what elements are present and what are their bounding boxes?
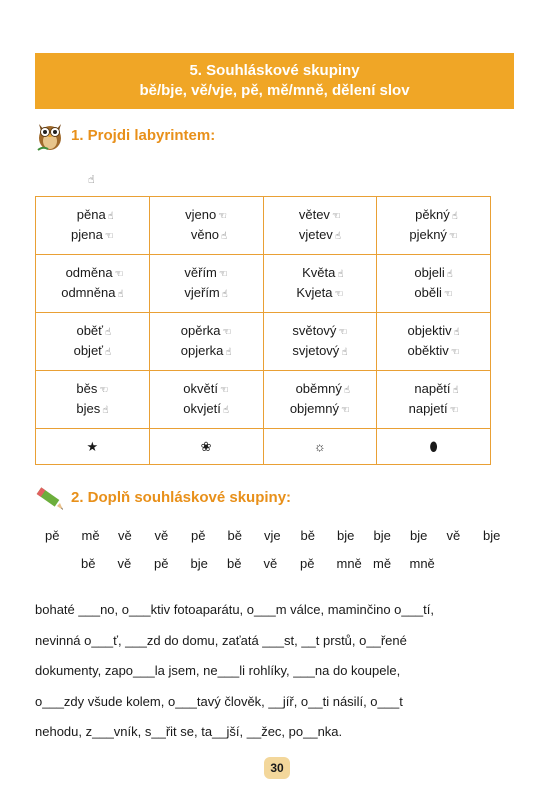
word-option — [184, 284, 227, 304]
text-line-1: bohaté ___no, o___ktiv fotoaparátu, o___m válce, maminčino o___tí, — [35, 602, 434, 617]
pointing-hand-icon: ☜ — [448, 230, 458, 242]
chapter-title: 5. Souhláskové skupiny — [189, 62, 360, 79]
word-option — [292, 322, 347, 342]
fill-in-text — [35, 595, 515, 748]
word-option — [409, 206, 458, 226]
word-pair — [74, 322, 112, 362]
pointing-hand-icon: ☝ — [451, 210, 458, 222]
labyrinth-cell — [377, 255, 491, 313]
word-option — [292, 342, 347, 362]
pointing-hand-icon: ☝ — [334, 230, 341, 242]
word-pair — [185, 206, 227, 246]
word-text: Květa — [302, 264, 336, 280]
pointing-hand-icon: ☜ — [338, 326, 348, 338]
word-text: objemný — [289, 400, 339, 416]
word-text: věřím — [184, 264, 217, 280]
syllable: pě — [154, 556, 169, 571]
syllable: bje — [373, 528, 391, 543]
labyrinth-cell — [149, 197, 263, 255]
pointing-hand-icon: ☝ — [341, 346, 348, 358]
pointing-hand-icon: ☜ — [218, 210, 228, 222]
symbol-cell: ❀ — [149, 429, 263, 465]
word-option — [74, 342, 112, 362]
word-text: objektiv — [407, 322, 452, 338]
word-option — [290, 380, 350, 400]
labyrinth-row — [36, 255, 491, 313]
pointing-hand-icon: ☜ — [340, 404, 350, 416]
pointing-hand-icon: ☜ — [443, 288, 453, 300]
syllable-row-1 — [45, 528, 520, 543]
word-pair — [292, 322, 347, 362]
syllable: bě — [227, 528, 242, 543]
pointing-hand-icon: ☜ — [218, 268, 228, 280]
word-option — [296, 264, 343, 284]
syllable: vě — [118, 528, 132, 543]
word-option — [76, 400, 108, 420]
text-line-2: nevinná o___ť, ___zd do domu, zaťatá ___st, __t prstů, o__řené — [35, 632, 407, 648]
pointing-hand-icon: ☜ — [99, 384, 109, 396]
labyrinth-cell — [149, 255, 263, 313]
syllable: bě — [81, 556, 96, 571]
syllable: vě — [263, 556, 278, 571]
labyrinth-cell — [36, 197, 150, 255]
labyrinth-cell — [36, 371, 150, 429]
word-pair — [181, 322, 232, 362]
pointing-hand-icon: ☝ — [222, 404, 229, 416]
pointing-hand-icon: ☝ — [105, 346, 112, 358]
word-option — [299, 206, 341, 226]
word-option — [414, 284, 452, 304]
word-text: věno — [190, 226, 220, 242]
word-pair — [299, 206, 341, 246]
word-pair — [414, 264, 452, 304]
word-pair — [296, 264, 343, 304]
syllable: vje — [264, 528, 281, 543]
word-pair — [76, 380, 108, 420]
syllable: vě — [117, 556, 132, 571]
word-option — [409, 226, 458, 246]
labyrinth-cell — [377, 371, 491, 429]
word-text: běs — [76, 380, 98, 396]
pointing-hand-icon: ☝ — [221, 288, 228, 300]
word-option — [409, 380, 459, 400]
exercise2-title: 2. Doplň souhláskové skupiny: — [71, 488, 292, 506]
pointing-hand-icon: ☝ — [343, 384, 350, 396]
word-option — [290, 400, 350, 420]
word-option — [61, 264, 123, 284]
word-option — [185, 226, 227, 246]
labyrinth-cell — [263, 371, 377, 429]
pointing-hand-icon: ☜ — [449, 404, 459, 416]
text-line-3: dokumenty, zapo___la jsem, ne___li rohlíky, ___na do koupele, — [35, 663, 401, 678]
word-text: oběktiv — [407, 342, 449, 358]
labyrinth-row — [36, 313, 491, 371]
word-text: napětí — [414, 380, 451, 396]
text-line-4: o___zdy všude kolem, o___tavý člověk, __jíř, o__ti násilí, o___t — [35, 693, 403, 709]
word-option — [414, 264, 452, 284]
word-option — [74, 322, 112, 342]
labyrinth-grid — [35, 196, 491, 465]
word-text: objeli — [414, 264, 445, 280]
pointing-hand-icon: ☝ — [117, 288, 124, 300]
word-text: opjerka — [180, 342, 224, 358]
word-text: odmněna — [61, 284, 116, 300]
symbol-cell: ☼ — [263, 429, 377, 465]
labyrinth-cell — [36, 313, 150, 371]
word-pair — [184, 264, 227, 304]
pointing-hand-icon: ☜ — [222, 326, 232, 338]
syllable: vě — [154, 528, 169, 543]
word-text: vjetev — [298, 226, 333, 242]
pointing-hand-icon: ☝ — [102, 404, 109, 416]
labyrinth-cell — [36, 255, 150, 313]
word-text: vjeno — [185, 206, 217, 222]
word-text: odměna — [65, 264, 113, 280]
labyrinth-cell — [377, 197, 491, 255]
labyrinth-cell — [263, 255, 377, 313]
pointing-hand-icon: ☜ — [450, 346, 460, 358]
word-option — [408, 342, 460, 362]
syllable: pě — [45, 528, 60, 543]
text-line-5: nehodu, z___vník, s__řit se, ta__jší, __žec, po__nka. — [35, 724, 343, 739]
word-pair — [71, 206, 114, 246]
syllable: bje — [410, 528, 428, 543]
word-option — [299, 226, 341, 246]
word-option — [184, 264, 227, 284]
chapter-banner — [35, 53, 514, 109]
word-text: okvětí — [183, 380, 218, 396]
labyrinth-row — [36, 197, 491, 255]
word-option — [409, 400, 459, 420]
pointing-hand-icon: ☝ — [446, 268, 453, 280]
syllable: bě — [227, 556, 242, 571]
word-text: světový — [292, 322, 337, 338]
word-pair — [409, 380, 459, 420]
pointing-hand-icon: ☝ — [337, 268, 344, 280]
owl-icon — [35, 118, 65, 152]
word-option — [183, 400, 229, 420]
word-option — [71, 226, 114, 246]
word-text: opěrka — [180, 322, 221, 338]
start-pointer-icon: ☝ — [88, 174, 95, 186]
word-text: oběmný — [295, 380, 342, 396]
word-option — [185, 206, 227, 226]
exercise2-heading — [35, 482, 291, 512]
word-text: svjetový — [292, 342, 340, 358]
word-text: pjekný — [409, 226, 447, 242]
word-text: napjetí — [408, 400, 448, 416]
pointing-hand-icon: ☝ — [225, 346, 232, 358]
word-option — [296, 284, 343, 304]
word-text: pěna — [76, 206, 106, 222]
pointing-hand-icon: ☝ — [105, 326, 112, 338]
word-text: pjena — [70, 226, 103, 242]
word-text: větev — [298, 206, 330, 222]
pointing-hand-icon: ☜ — [331, 210, 341, 222]
symbol-cell: ⬮ — [377, 429, 491, 465]
word-option — [61, 284, 123, 304]
pointing-hand-icon: ☝ — [452, 384, 459, 396]
labyrinth-cell — [263, 197, 377, 255]
syllable: bje — [190, 556, 208, 571]
pointing-hand-icon: ☜ — [104, 230, 114, 242]
chapter-subtitle: bě/bje, vě/vje, pě, mě/mně, dělení slov — [139, 82, 410, 99]
word-option — [71, 206, 114, 226]
word-option — [181, 342, 232, 362]
word-option — [408, 322, 460, 342]
syllable: mě — [81, 528, 100, 543]
syllable: bje — [337, 528, 355, 543]
word-text: pěkný — [415, 206, 450, 222]
syllable: bje — [483, 528, 501, 543]
labyrinth-row — [36, 371, 491, 429]
symbol-row — [36, 429, 491, 465]
syllable-row-2 — [81, 556, 446, 571]
pointing-hand-icon: ☜ — [219, 384, 229, 396]
exercise1-heading — [35, 118, 215, 152]
word-text: oběli — [414, 284, 442, 300]
pointing-hand-icon: ☝ — [221, 230, 228, 242]
word-pair — [61, 264, 123, 304]
pointing-hand-icon: ☝ — [107, 210, 114, 222]
syllable: pě — [300, 556, 315, 571]
word-option — [181, 322, 232, 342]
word-text: objeť — [73, 342, 104, 358]
exercise1-title: 1. Projdi labyrintem: — [71, 126, 216, 144]
word-pair — [409, 206, 458, 246]
word-text: vjeřím — [184, 284, 220, 300]
labyrinth-cell — [263, 313, 377, 371]
word-pair — [408, 322, 460, 362]
word-text: bjes — [76, 400, 101, 416]
syllable: mě — [373, 556, 392, 571]
syllable: pě — [191, 528, 206, 543]
pointing-hand-icon: ☜ — [334, 288, 344, 300]
syllable: bě — [300, 528, 315, 543]
symbol-cell: ★ — [36, 429, 150, 465]
page-number: 30 — [264, 757, 290, 779]
word-pair — [290, 380, 350, 420]
word-pair — [183, 380, 229, 420]
labyrinth-cell — [149, 313, 263, 371]
word-text: Kvjeta — [296, 284, 333, 300]
pencil-icon — [35, 482, 65, 512]
word-text: okvjetí — [183, 400, 221, 416]
word-text: oběť — [76, 322, 104, 338]
syllable: mně — [409, 556, 435, 571]
pointing-hand-icon: ☝ — [453, 326, 460, 338]
syllable: mně — [336, 556, 362, 571]
labyrinth-cell — [377, 313, 491, 371]
syllable: vě — [446, 528, 461, 543]
word-option — [183, 380, 229, 400]
pointing-hand-icon: ☜ — [114, 268, 124, 280]
labyrinth-cell — [149, 371, 263, 429]
word-option — [76, 380, 108, 400]
